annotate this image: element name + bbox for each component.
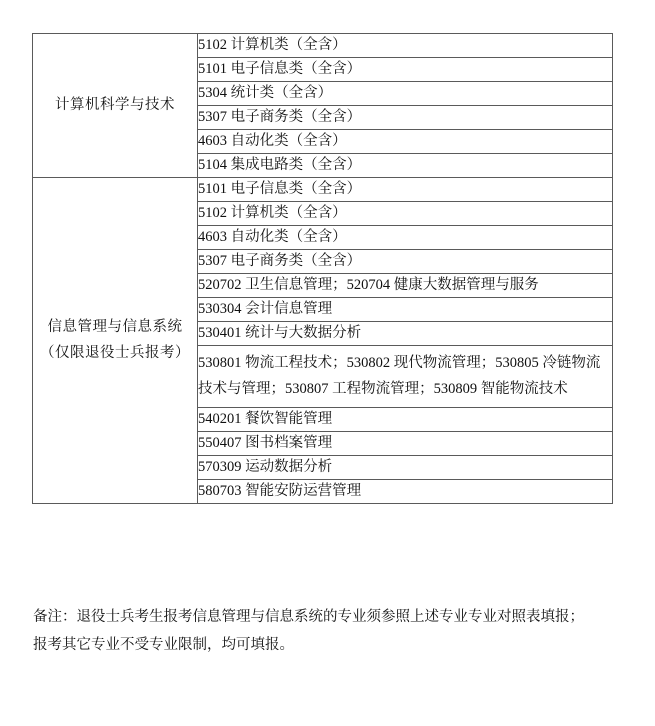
table-row [33, 34, 613, 58]
major-cell: 5102 计算机类（全含） [198, 34, 613, 58]
major-cell: 5101 电子信息类（全含） [198, 178, 613, 202]
major-cell: 5307 电子商务类（全含） [198, 250, 613, 274]
table-body [33, 34, 613, 504]
group-label-line: 信息管理与信息系统 [47, 318, 183, 335]
major-cell: 4603 自动化类（全含） [198, 130, 613, 154]
group-label-cell-1 [33, 178, 198, 504]
major-cell: 540201 餐饮智能管理 [198, 407, 613, 431]
table-row [33, 178, 613, 202]
footnote-line-1: 备注：退役士兵考生报考信息管理与信息系统的专业须参照上述专业专业对照表填报； [33, 609, 584, 625]
major-cell: 550407 图书档案管理 [198, 431, 613, 455]
major-cell: 580703 智能安防运营管理 [198, 479, 613, 503]
major-cell: 570309 运动数据分析 [198, 455, 613, 479]
major-comparison-table [32, 33, 613, 504]
footnote [33, 603, 623, 660]
major-cell: 5104 集成电路类（全含） [198, 154, 613, 178]
footnote-line-2: 报考其它专业不受专业限制，均可填报。 [33, 637, 294, 654]
major-cell: 5101 电子信息类（全含） [198, 58, 613, 82]
major-comparison-table-container [32, 33, 610, 504]
major-cell: 5304 统计类（全含） [198, 82, 613, 106]
major-cell-multiline: 530801 物流工程技术；530802 现代物流管理；530805 冷链物流技术与管理；530807 工程物流管理；530809 智能物流技术 [198, 346, 613, 408]
major-cell: 530401 统计与大数据分析 [198, 322, 613, 346]
major-cell: 5307 电子商务类（全含） [198, 106, 613, 130]
group-label-sublabel: （仅限退役士兵报考） [40, 345, 190, 362]
major-cell: 520702 卫生信息管理；520704 健康大数据管理与服务 [198, 274, 613, 298]
group-label-line: 计算机科学与技术 [55, 97, 175, 114]
major-cell: 5102 计算机类（全含） [198, 202, 613, 226]
major-cell: 4603 自动化类（全含） [198, 226, 613, 250]
major-cell: 530304 会计信息管理 [198, 298, 613, 322]
group-label-cell-0 [33, 34, 198, 178]
